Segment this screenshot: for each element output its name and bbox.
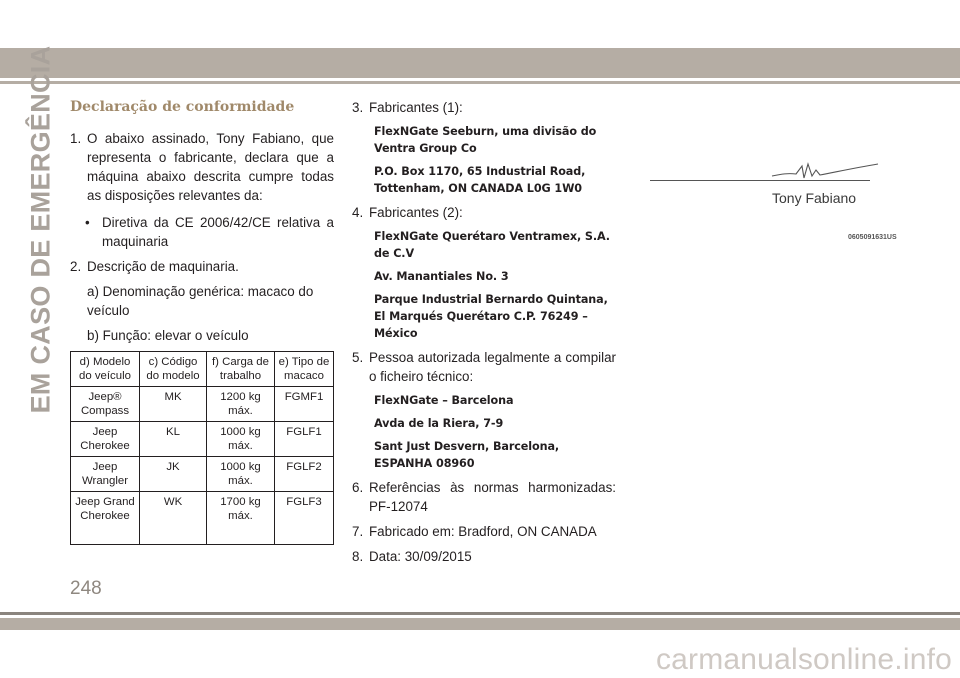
table-cell: JK (140, 457, 207, 492)
footer-rule (0, 612, 960, 615)
list-number: 6. (352, 480, 364, 495)
sub-item-b: b) Função: elevar o veículo (87, 328, 249, 343)
signature-line (650, 180, 870, 181)
manufacturer-1-address: P.O. Box 1170, 65 Industrial Road, Tottenham, ON CANADA L0G 1W0 (374, 165, 586, 195)
bullet-icon: • (85, 215, 90, 230)
left-column (70, 98, 334, 545)
manufacturer-1-name: FlexNGate Seeburn, uma divisão do Ventra Group Co (374, 125, 597, 155)
right-column (352, 98, 616, 572)
list-number: 8. (352, 549, 364, 564)
sub-item-a: a) Denominação genérica: macaco do veículo (87, 284, 314, 318)
header-band (0, 48, 960, 78)
table-header-row (71, 352, 334, 387)
list-item-8 (352, 547, 616, 566)
list-item-7 (352, 522, 616, 541)
table-header: e) Tipo de macaco (275, 352, 334, 387)
signature-block (650, 150, 900, 250)
list-text: Fabricado em: Bradford, ON CANADA (369, 524, 597, 539)
list-text: Fabricantes (1): (369, 100, 463, 115)
table-cell: FGLF1 (275, 422, 334, 457)
table-cell: MK (140, 387, 207, 422)
table-header: d) Modelo do veículo (71, 352, 140, 387)
table-cell: FGMF1 (275, 387, 334, 422)
list-item-1 (70, 129, 334, 205)
table-cell: Jeep Wrangler (71, 457, 140, 492)
list-text: Data: 30/09/2015 (369, 549, 472, 564)
list-text: Fabricantes (2): (369, 205, 463, 220)
footer-watermark-url: carmanualsonline.info (655, 643, 952, 676)
manufacturer-2-city: Parque Industrial Bernardo Quintana, El Marqués Querétaro C.P. 76249 – México (374, 293, 608, 340)
section-title-text: EM CASO DE EMERGÊNCIA (25, 45, 56, 413)
table-cell: 1000 kg máx. (207, 457, 275, 492)
manufacturer-2-name: FlexNGate Querétaro Ventramex, S.A. de C.V (374, 230, 610, 260)
footer-band (0, 618, 960, 630)
table-row (71, 387, 334, 422)
list-number: 4. (352, 205, 364, 220)
list-number: 5. (352, 350, 364, 365)
list-item-5 (352, 348, 616, 386)
table-cell: WK (140, 492, 207, 545)
table-cell: KL (140, 422, 207, 457)
page-number: 248 (70, 578, 102, 599)
list-item-3 (352, 98, 616, 117)
section-title-vertical (18, 45, 64, 413)
table-row (71, 492, 334, 545)
table-row (71, 457, 334, 492)
spec-table (70, 351, 334, 545)
list-number: 2. (70, 259, 82, 274)
table-row (71, 422, 334, 457)
table-cell: 1700 kg máx. (207, 492, 275, 545)
page-heading: Declaração de conformidade (70, 99, 295, 115)
table-cell: 1200 kg máx. (207, 387, 275, 422)
table-cell: FGLF3 (275, 492, 334, 545)
manufacturer-2-street: Av. Manantiales No. 3 (374, 270, 509, 283)
table-cell: 1000 kg máx. (207, 422, 275, 457)
table-cell: Jeep Cherokee (71, 422, 140, 457)
table-header: c) Código do modelo (140, 352, 207, 387)
list-number: 7. (352, 524, 364, 539)
signature-name: Tony Fabiano (772, 190, 857, 206)
list-item-6 (352, 478, 616, 516)
list-number: 3. (352, 100, 364, 115)
list-text: Pessoa autorizada legalmente a compilar o ficheiro técnico: (369, 350, 616, 384)
table-header: f) Carga de trabalho (207, 352, 275, 387)
list-text: Referências às normas harmonizadas: PF-12074 (369, 480, 616, 514)
list-item-4 (352, 203, 616, 222)
list-number: 1. (70, 131, 82, 146)
authorized-person-name: FlexNGate – Barcelona (374, 394, 514, 407)
list-text: O abaixo assinado, Tony Fabiano, que representa o fabricante, declara que a máquina abaixo descrita cumpre todas as disposições relevantes da: (87, 131, 334, 203)
list-text: Descrição de maquinaria. (87, 259, 239, 274)
bullet-item (85, 213, 334, 251)
signature-code: 0605091631US (848, 234, 897, 241)
authorized-person-city: Sant Just Desvern, Barcelona, ESPANHA 08960 (374, 440, 560, 470)
table-cell: Jeep Grand Cherokee (71, 492, 140, 545)
authorized-person-street: Avda de la Riera, 7-9 (374, 417, 504, 430)
table-cell: Jeep® Compass (71, 387, 140, 422)
table-cell: FGLF2 (275, 457, 334, 492)
list-item-2 (70, 257, 334, 276)
bullet-text: Diretiva da CE 2006/42/CE relativa a maquinaria (102, 215, 334, 249)
header-rule (0, 81, 960, 84)
